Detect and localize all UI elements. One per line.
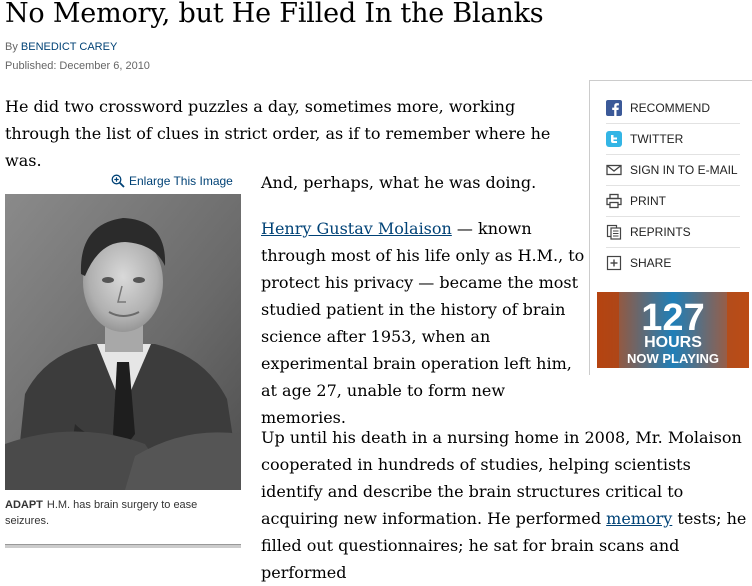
print-label: PRINT (630, 194, 666, 208)
reprints-label: REPRINTS (630, 225, 691, 239)
photo-credit: ADAPT (5, 499, 43, 511)
twitter-label: TWITTER (630, 132, 684, 146)
email-label: SIGN IN TO E-MAIL (630, 163, 738, 177)
paragraph-4-text-start: Up until his death in a nursing home in 2008, Mr. Molaison cooperated in hundreds of studies, helping scientists identify and describe the brain structures critical to acquiring new information. He performed (261, 428, 742, 528)
ad-hours: HOURS (644, 334, 702, 351)
reprints-button[interactable] (606, 217, 740, 248)
byline-prefix: By (5, 41, 18, 53)
article-paragraph-1: He did two crossword puzzles a day, sometimes more, working through the list of clues in strict order, as if to remember where he was. (5, 97, 551, 170)
print-button[interactable] (606, 186, 740, 217)
reprints-icon (606, 224, 622, 240)
twitter-button[interactable] (606, 124, 740, 155)
ad-number: 127 (641, 297, 705, 339)
ad-now-playing: NOW PLAYING (627, 351, 719, 366)
molaison-link[interactable]: Henry Gustav Molaison (261, 219, 452, 238)
paragraph-3-text: — known through most of his life only as H.M., to protect his privacy — became the most studied patient in the history of brain science after 1953, when an experimental brain operation left him, at age 27, unable to form new memories. (261, 219, 585, 427)
plus-box-icon (606, 255, 622, 271)
envelope-icon (606, 162, 622, 178)
caption-divider (5, 544, 241, 548)
printer-icon (606, 193, 622, 209)
article-paragraph-2: And, perhaps, what he was doing. (261, 173, 537, 192)
email-button[interactable] (606, 155, 740, 186)
article-headline: No Memory, but He Filled In the Blanks (5, 0, 544, 29)
share-label: SHARE (630, 256, 672, 270)
enlarge-image-label: Enlarge This Image (129, 174, 233, 188)
published-date: Published: December 6, 2010 (5, 60, 150, 72)
movie-advertisement[interactable] (597, 292, 749, 368)
portrait-image (5, 194, 241, 490)
facebook-icon (606, 100, 622, 116)
article-paragraph-3 (261, 215, 591, 431)
recommend-label: RECOMMEND (630, 101, 710, 115)
article-photo[interactable] (5, 194, 241, 490)
article-paragraph-4 (261, 424, 751, 586)
zoom-in-icon (111, 174, 125, 188)
paragraph-4-text-rest: tests; he filled out questionnaires; he sat for brain scans and performed (261, 509, 747, 582)
share-button[interactable] (606, 248, 740, 278)
twitter-icon (606, 131, 622, 147)
byline (5, 41, 117, 53)
memory-link[interactable]: memory (606, 509, 673, 528)
enlarge-image-link[interactable] (111, 174, 233, 188)
caption-text: H.M. has brain surgery to ease seizures. (5, 499, 198, 527)
author-link[interactable]: BENEDICT CAREY (20, 41, 118, 53)
photo-caption (5, 497, 241, 529)
recommend-button[interactable] (606, 93, 740, 124)
